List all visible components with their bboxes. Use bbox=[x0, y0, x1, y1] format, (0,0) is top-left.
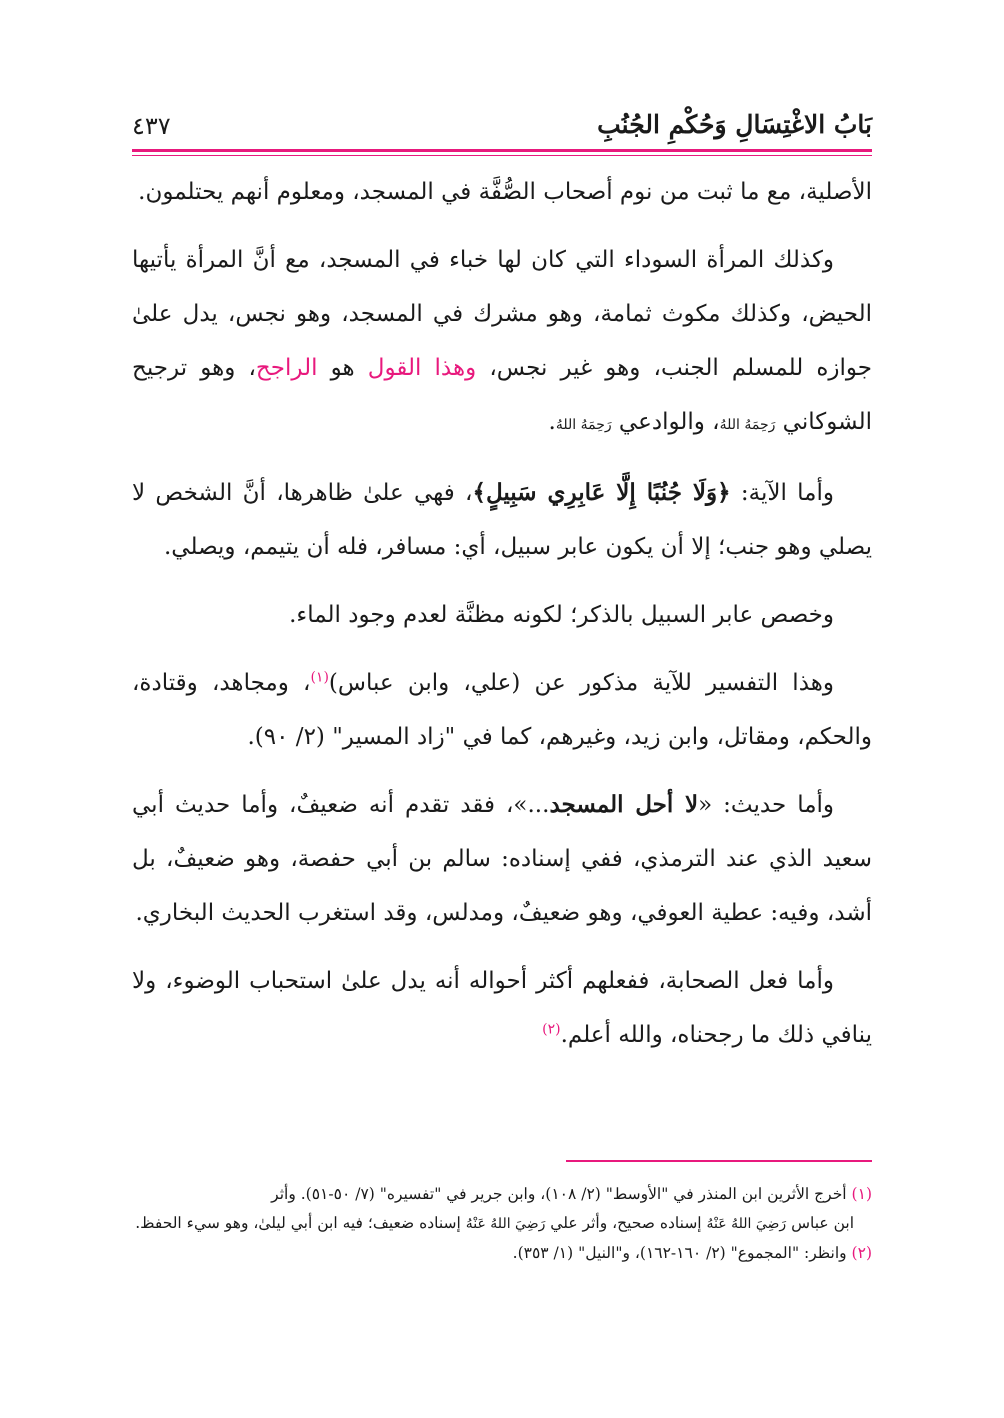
footnote-2: (٢) وانظر: "المجموع" (٢/ ١٦٠-١٦٢)، و"النيل" (١/ ٣٥٣). bbox=[512, 1244, 872, 1262]
highlight-phrase: وهذا القول bbox=[367, 355, 477, 381]
paragraph-6: وأما حديث: «لا أحل المسجد...»، فقد تقدم أنه ضعيفٌ، وأما حديث أبي سعيد الذي عند الترمذي، ففي إسناده: سالم بن أبي حفصة، وهو ضعيفٌ، بل أشد، وفيه: عطية العوفي، وهو ضعيفٌ، ومدلس، وقد استغرب الحديث البخاري. bbox=[132, 791, 872, 926]
header-rule-thin bbox=[132, 155, 872, 156]
paragraph-1: الأصلية، مع ما ثبت من نوم أصحاب الصُّفَّة في المسجد، ومعلوم أنهم يحتلمون. bbox=[138, 179, 872, 205]
honorific-glyph: رَحِمَهُ اللهُ bbox=[555, 417, 612, 433]
paragraph-5: وهذا التفسير للآية مذكور عن (علي، وابن عباس)$^{(١)}$، ومجاهد، وقتادة، والحكم، ومقاتل، وابن زيد، وغيرهم، كما في "زاد المسير" (٢/ ٩٠). bbox=[132, 669, 872, 750]
honorific-glyph: رَضِيَ اللهُ عَنْهُ bbox=[706, 1216, 787, 1232]
paragraph-4: وخصص عابر السبيل بالذكر؛ لكونه مظنَّة لعدم وجود الماء. bbox=[289, 602, 834, 628]
hadith-title: لا أحل المسجد bbox=[549, 791, 699, 818]
highlight-word: الراجح bbox=[255, 355, 318, 381]
paragraph-2: وكذلك المرأة السوداء التي كان لها خباء في المسجد، مع أنَّ المرأة يأتيها الحيض، وكذلك مكوث ثمامة، وهو مشرك في المسجد، وهو نجس، يدل علىٰ جوازه للمسلم الجنب، وهو غير نجس، وهذا القول هو الراجح، وهو ترجيح الشوكاني رَحِمَهُ اللهُ، والوادعي رَحِمَهُ اللهُ. bbox=[132, 247, 872, 435]
footnote-number: (١) bbox=[851, 1185, 872, 1203]
honorific-glyph: رَحِمَهُ اللهُ bbox=[719, 417, 776, 433]
footnotes bbox=[132, 1180, 872, 1268]
footnote-marker[interactable]: (١) bbox=[310, 669, 329, 686]
page-number: ٤٣٧ bbox=[132, 112, 171, 140]
footnote-marker[interactable]: (٢) bbox=[542, 1021, 561, 1038]
chapter-title: بَابُ الاغْتِسَالِ وَحُكْمِ الجُنُبِ bbox=[597, 110, 872, 139]
header-rule-thick bbox=[132, 149, 872, 152]
footnote-number: (٢) bbox=[851, 1244, 872, 1262]
footnote-1-continued: ابن عباس رَضِيَ اللهُ عَنْهُ إسناده صحيح، وأثر علي رَضِيَ اللهُ عَنْهُ إسناده ضعيف؛ فيه ابن أبي ليلىٰ، وهو سيء الحفظ. bbox=[135, 1214, 854, 1232]
paragraph-7: وأما فعل الصحابة، ففعلهم أكثر أحواله أنه يدل علىٰ استحباب الوضوء، ولا ينافي ذلك ما رجحناه، والله أعلم.$^{(٢)}$ bbox=[132, 968, 872, 1048]
footnote-separator bbox=[566, 1160, 872, 1162]
page-header bbox=[132, 104, 872, 152]
honorific-glyph: رَضِيَ اللهُ عَنْهُ bbox=[465, 1216, 546, 1232]
quran-verse: ﴿وَلَا جُنُبًا إِلَّا عَابِرِي سَبِيلٍ﴾ bbox=[472, 479, 731, 506]
paragraph-3: وأما الآية: ﴿وَلَا جُنُبًا إِلَّا عَابِرِي سَبِيلٍ﴾، فهي علىٰ ظاهرها، أنَّ الشخص لا يصلي وهو جنب؛ إلا أن يكون عابر سبيل، أي: مسافر، فله أن يتيمم، ويصلي. bbox=[132, 479, 872, 560]
footnote-1: (١) أخرج الأثرين ابن المنذر في "الأوسط" (٢/ ١٠٨)، وابن جرير في "تفسيره" (٧/ ٥٠-٥١). وأثر bbox=[271, 1185, 872, 1203]
main-text bbox=[132, 165, 872, 1076]
